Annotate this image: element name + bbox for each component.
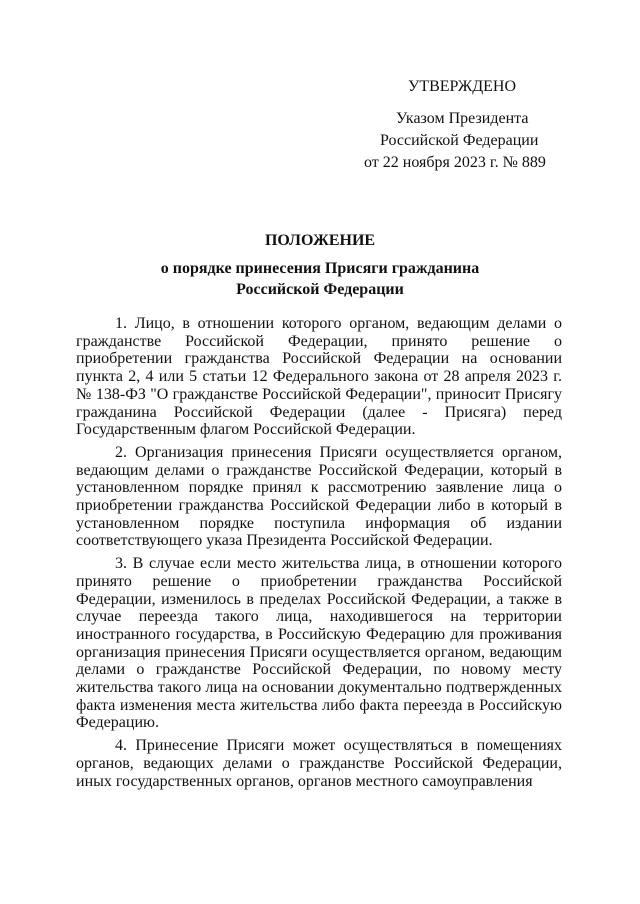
paragraph-1: 1. Лицо, в отношении которого органом, ведающим делами о гражданстве Российской Федерации, принято решение о приобретении гражданства Российской Федерации на основании пункта 2, 4 или 5 статьи 12 Федерального закона от 28 апреля 2023 г. № 138-ФЗ "О гражданстве Российской Федерации", приносит Присягу гражданина Российской Федерации (далее - Присяга) перед Государственным флагом Российской Федерации. [76, 315, 562, 439]
subtitle-line-1: о порядке принесения Присяги гражданина [160, 260, 480, 277]
approval-line-1: Указом Президента [396, 110, 529, 127]
approval-line-2: Российской Федерации [380, 132, 539, 149]
document-body [76, 315, 562, 795]
approval-line-3: от 22 ноября 2023 г. № 889 [364, 154, 546, 171]
approval-heading: УТВЕРЖДЕНО [408, 78, 517, 95]
paragraph-3: 3. В случае если место жительства лица, в отношении которого принято решение о приобретении гражданства Российской Федерации, изменилось в пределах Российской Федерации, а также в случае переезда такого лица, находившегося на территории иностранного государства, в Российскую Федерацию для проживания организация принесения Присяги осуществляется органом, ведающим делами о гражданстве Российской Федерации, по новому месту жительства такого лица на основании документально подтвержденных факта изменения места жительства либо факта переезда в Российскую Федерацию. [76, 555, 562, 732]
subtitle-line-2: Российской Федерации [236, 281, 404, 298]
paragraph-4: 4. Принесение Присяги может осуществляться в помещениях органов, ведающих делами о гражданстве Российской Федерации, иных государственных органов, органов местного самоуправления [76, 737, 562, 790]
document-subtitle [0, 258, 640, 300]
paragraph-2: 2. Организация принесения Присяги осуществляется органом, ведающим делами о гражданстве Российской Федерации, который в установленном порядке принял к рассмотрению заявление лица о приобретении гражданства Российской Федерации либо в который в установленном порядке поступила информация об издании соответствующего указа Президента Российской Федерации. [76, 443, 562, 550]
approval-block [340, 76, 580, 174]
document-title: ПОЛОЖЕНИЕ [264, 232, 376, 249]
